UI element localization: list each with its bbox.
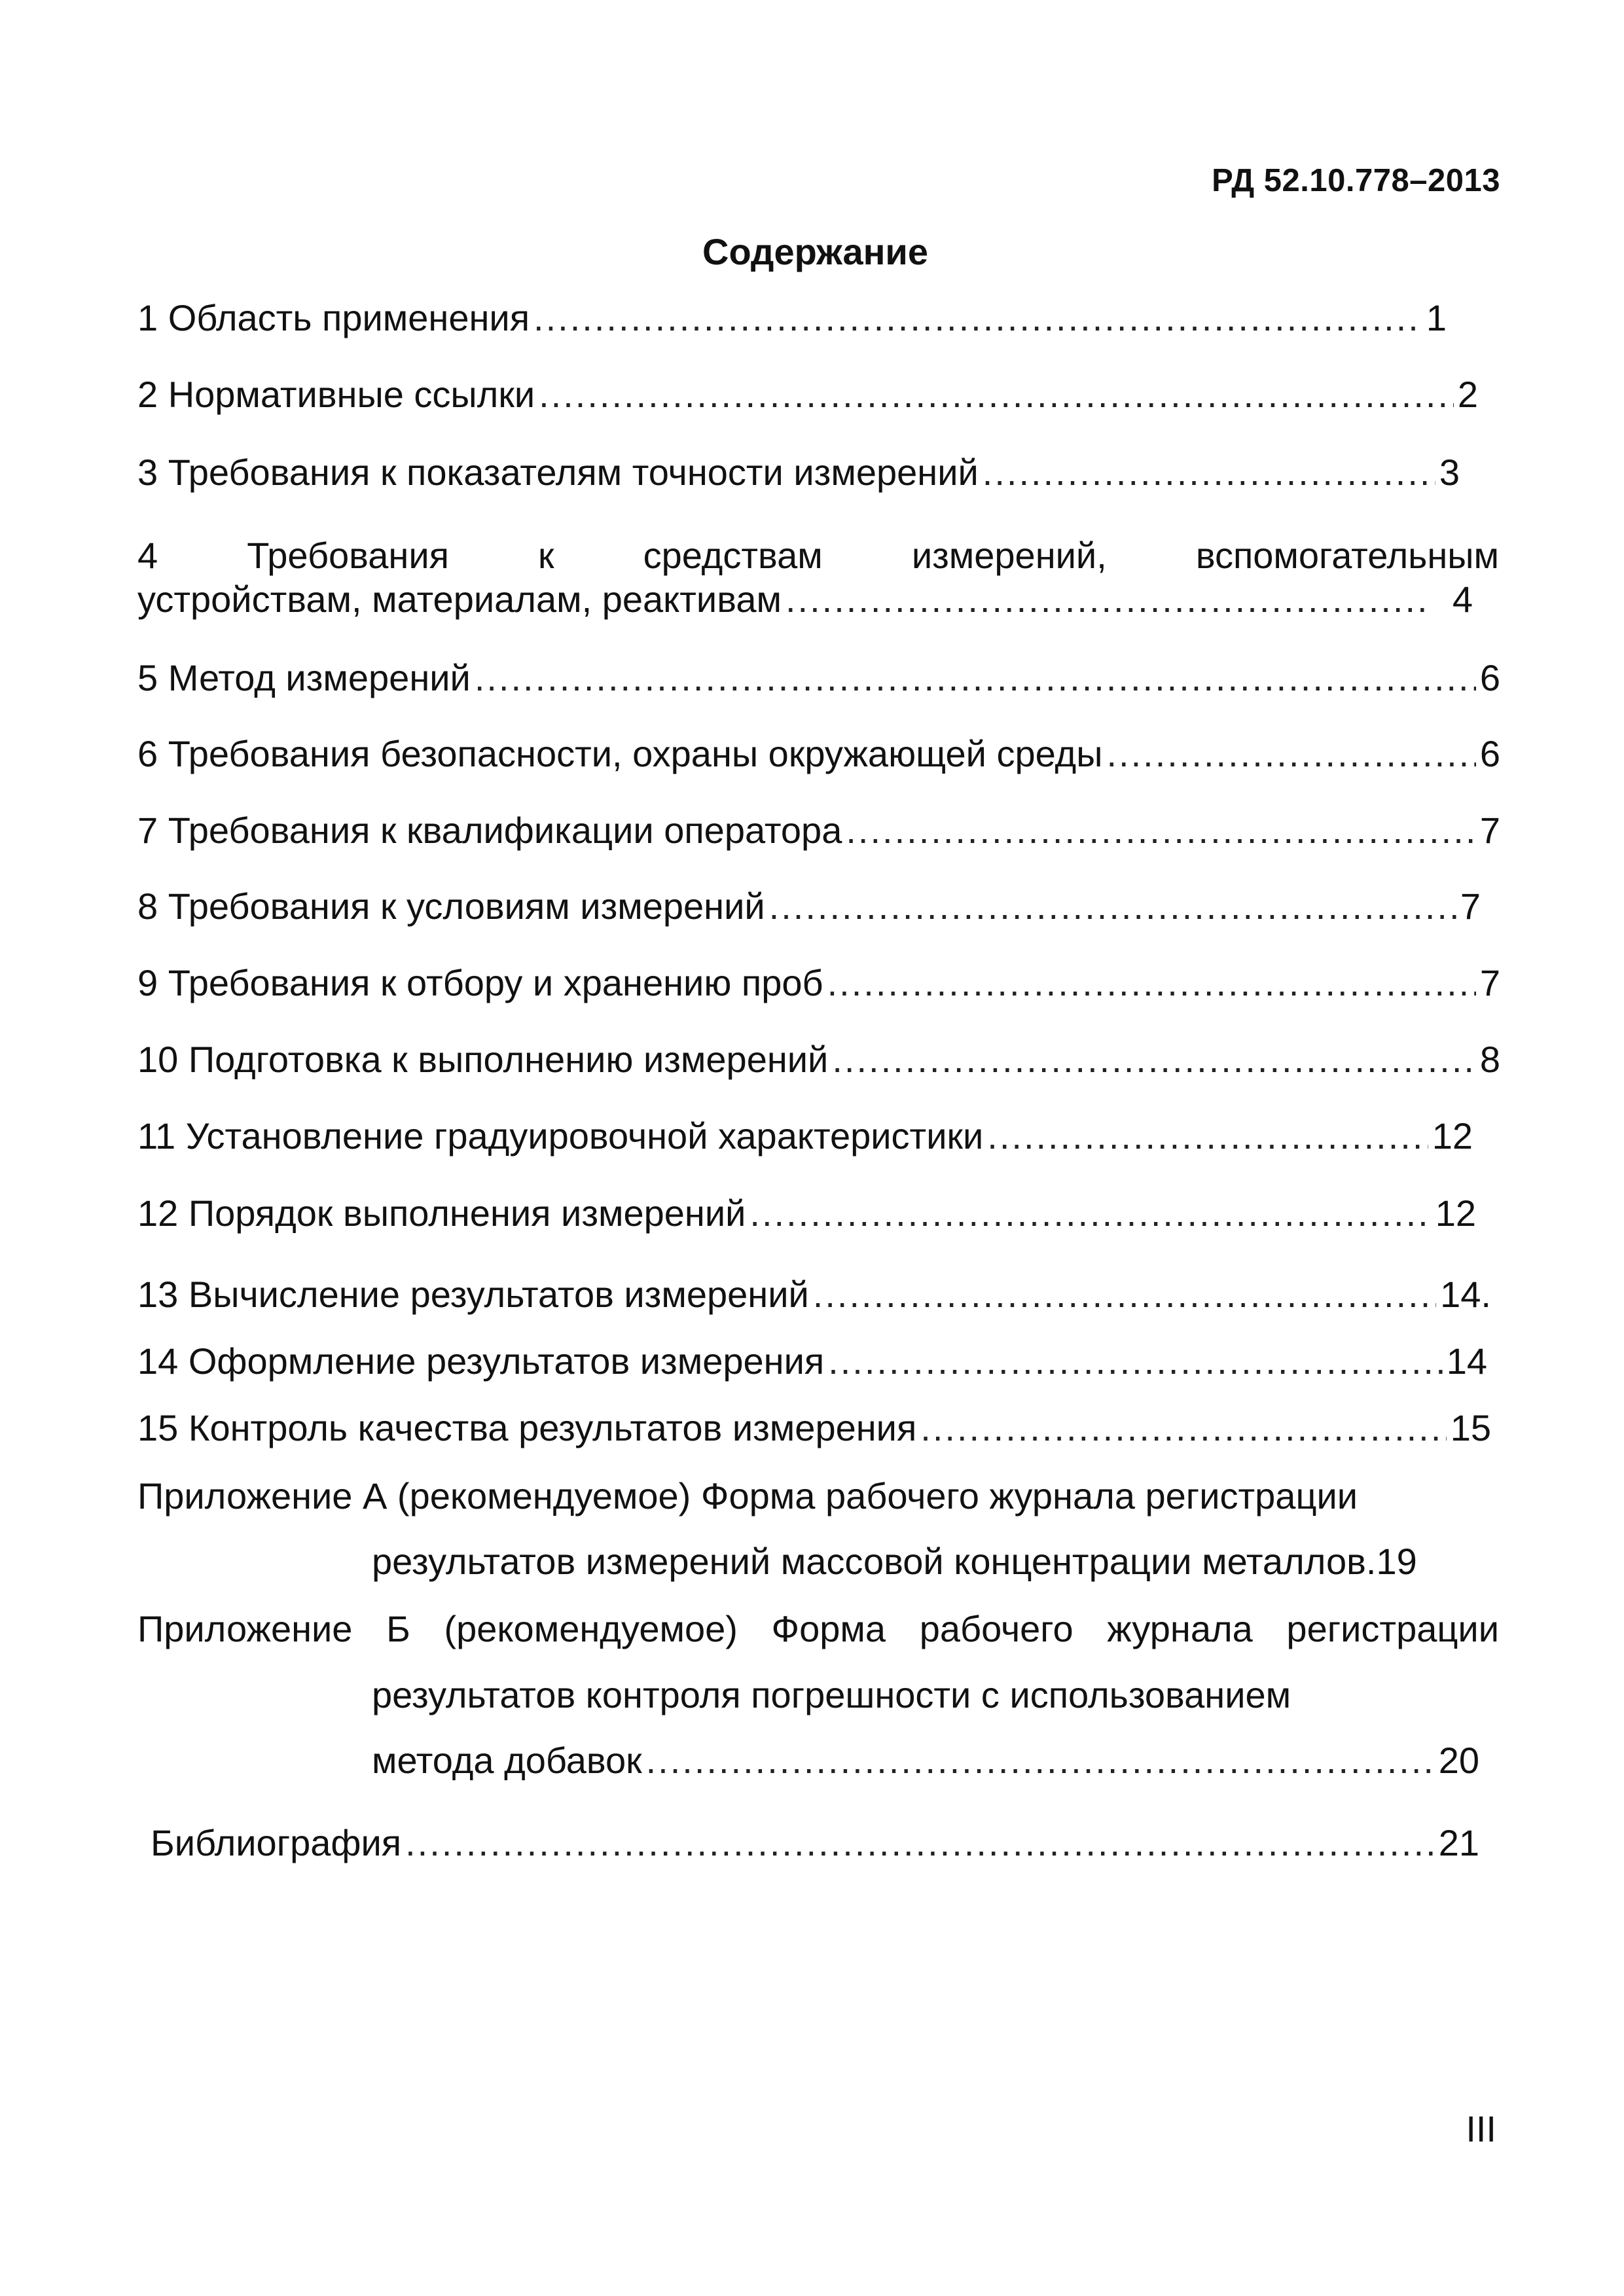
toc-entry-label: 14 Оформление результатов измерения: [137, 1340, 825, 1382]
toc-entry-page: 12: [1432, 1115, 1473, 1157]
dot-leader: [405, 1820, 1435, 1867]
dot-leader: [539, 371, 1454, 418]
document-code: РД 52.10.778–2013: [1212, 163, 1500, 198]
dot-leader: [827, 960, 1476, 1007]
toc-entry-line: 4 Требования к средствам измерений, вспомогательным: [137, 535, 1499, 576]
dot-leader: [987, 1113, 1428, 1160]
toc-entry[interactable]: [151, 1820, 1479, 1867]
toc-entry-label: результатов измерений массовой концентрации металлов.: [372, 1541, 1377, 1582]
toc-entry[interactable]: [137, 1271, 1491, 1318]
dot-leader: [1106, 730, 1475, 778]
toc-entry-label: устройствам, материалам, реактивам: [137, 579, 782, 620]
toc-entry-label: метода добавок: [372, 1740, 642, 1781]
toc-entry-label: 10 Подготовка к выполнению измерений: [137, 1039, 829, 1080]
dot-leader: [785, 576, 1426, 623]
dot-leader: [749, 1190, 1431, 1237]
toc-entry-label: 7 Требования к квалификации оператора: [137, 810, 842, 851]
toc-entry-page: 6: [1479, 733, 1500, 774]
toc-entry-label: 1 Область применения: [137, 297, 530, 338]
toc-entry-page: 3: [1439, 452, 1460, 493]
toc-entry-line: Приложение Б (рекомендуемое) Форма рабочего журнала регистрации: [137, 1608, 1499, 1649]
toc-entry-line: результатов контроля погрешности с использованием: [372, 1674, 1291, 1715]
dot-leader: [769, 883, 1456, 930]
dot-leader: [646, 1737, 1435, 1784]
toc-entry[interactable]: [372, 1538, 1485, 1585]
dot-leader: [846, 807, 1476, 854]
toc-title: Содержание: [702, 231, 928, 272]
toc-entry-label: 5 Метод измерений: [137, 657, 471, 698]
toc-entry[interactable]: [137, 1338, 1487, 1385]
dot-leader: [920, 1405, 1446, 1452]
toc-entry-page: 21: [1438, 1822, 1479, 1863]
toc-entry[interactable]: [372, 1737, 1479, 1784]
toc-entry-label: 2 Нормативные ссылки: [137, 374, 535, 415]
toc-entry-page: 1: [1426, 297, 1447, 338]
toc-entry[interactable]: [137, 960, 1500, 1007]
toc-entry[interactable]: [137, 1190, 1476, 1237]
toc-entry-label: Библиография: [151, 1822, 402, 1863]
toc-entry[interactable]: [137, 807, 1500, 854]
dot-leader: [533, 295, 1422, 342]
toc-entry[interactable]: [137, 371, 1478, 418]
toc-entry[interactable]: [137, 1113, 1473, 1160]
toc-entry-page: 14: [1446, 1340, 1487, 1382]
page-number: III: [1466, 2108, 1496, 2149]
toc-entry[interactable]: [137, 883, 1481, 930]
toc-entry[interactable]: [137, 295, 1447, 342]
toc-entry-page: 8: [1479, 1039, 1500, 1080]
dot-leader: [828, 1338, 1443, 1385]
dot-leader: [475, 655, 1476, 702]
toc-entry-page: 19: [1376, 1541, 1417, 1582]
dot-leader: [832, 1036, 1476, 1083]
toc-entry-label: 8 Требования к условиям измерений: [137, 886, 765, 927]
toc-entry-label: 15 Контроль качества результатов измерения: [137, 1407, 917, 1448]
toc-entry-page: 12: [1435, 1193, 1476, 1234]
toc-entry-page: 7: [1460, 886, 1481, 927]
toc-entry-label: 6 Требования безопасности, охраны окружающей среды: [137, 733, 1103, 774]
toc-entry-label: 3 Требования к показателям точности измерений: [137, 452, 979, 493]
toc-entry-page: 20: [1438, 1740, 1479, 1781]
toc-entry-page: 15: [1450, 1407, 1491, 1448]
toc-entry-line: Приложение А (рекомендуемое) Форма рабочего журнала регистрации: [137, 1475, 1358, 1516]
toc-entry-label: 9 Требования к отбору и хранению проб: [137, 962, 823, 1003]
toc-entry-page: 2: [1457, 374, 1478, 415]
toc-entry-label: 12 Порядок выполнения измерений: [137, 1193, 746, 1234]
toc-entry[interactable]: [137, 449, 1460, 496]
toc-entry[interactable]: [137, 655, 1500, 702]
dot-leader: [813, 1271, 1436, 1318]
toc-entry-page: 14.: [1440, 1274, 1491, 1315]
toc-entry[interactable]: [137, 1036, 1500, 1083]
toc-entry-label: 13 Вычисление результатов измерений: [137, 1274, 809, 1315]
dot-leader: [983, 449, 1435, 496]
toc-entry-page: 6: [1479, 657, 1500, 698]
toc-entry-page: 7: [1479, 810, 1500, 851]
toc-entry-page: 4: [1452, 579, 1473, 620]
toc-entry[interactable]: [137, 576, 1473, 623]
toc-entry-page: 7: [1479, 962, 1500, 1003]
toc-entry[interactable]: [137, 1405, 1491, 1452]
toc-entry-label: 11 Установление градуировочной характеристики: [137, 1115, 984, 1157]
toc-entry[interactable]: [137, 730, 1500, 778]
